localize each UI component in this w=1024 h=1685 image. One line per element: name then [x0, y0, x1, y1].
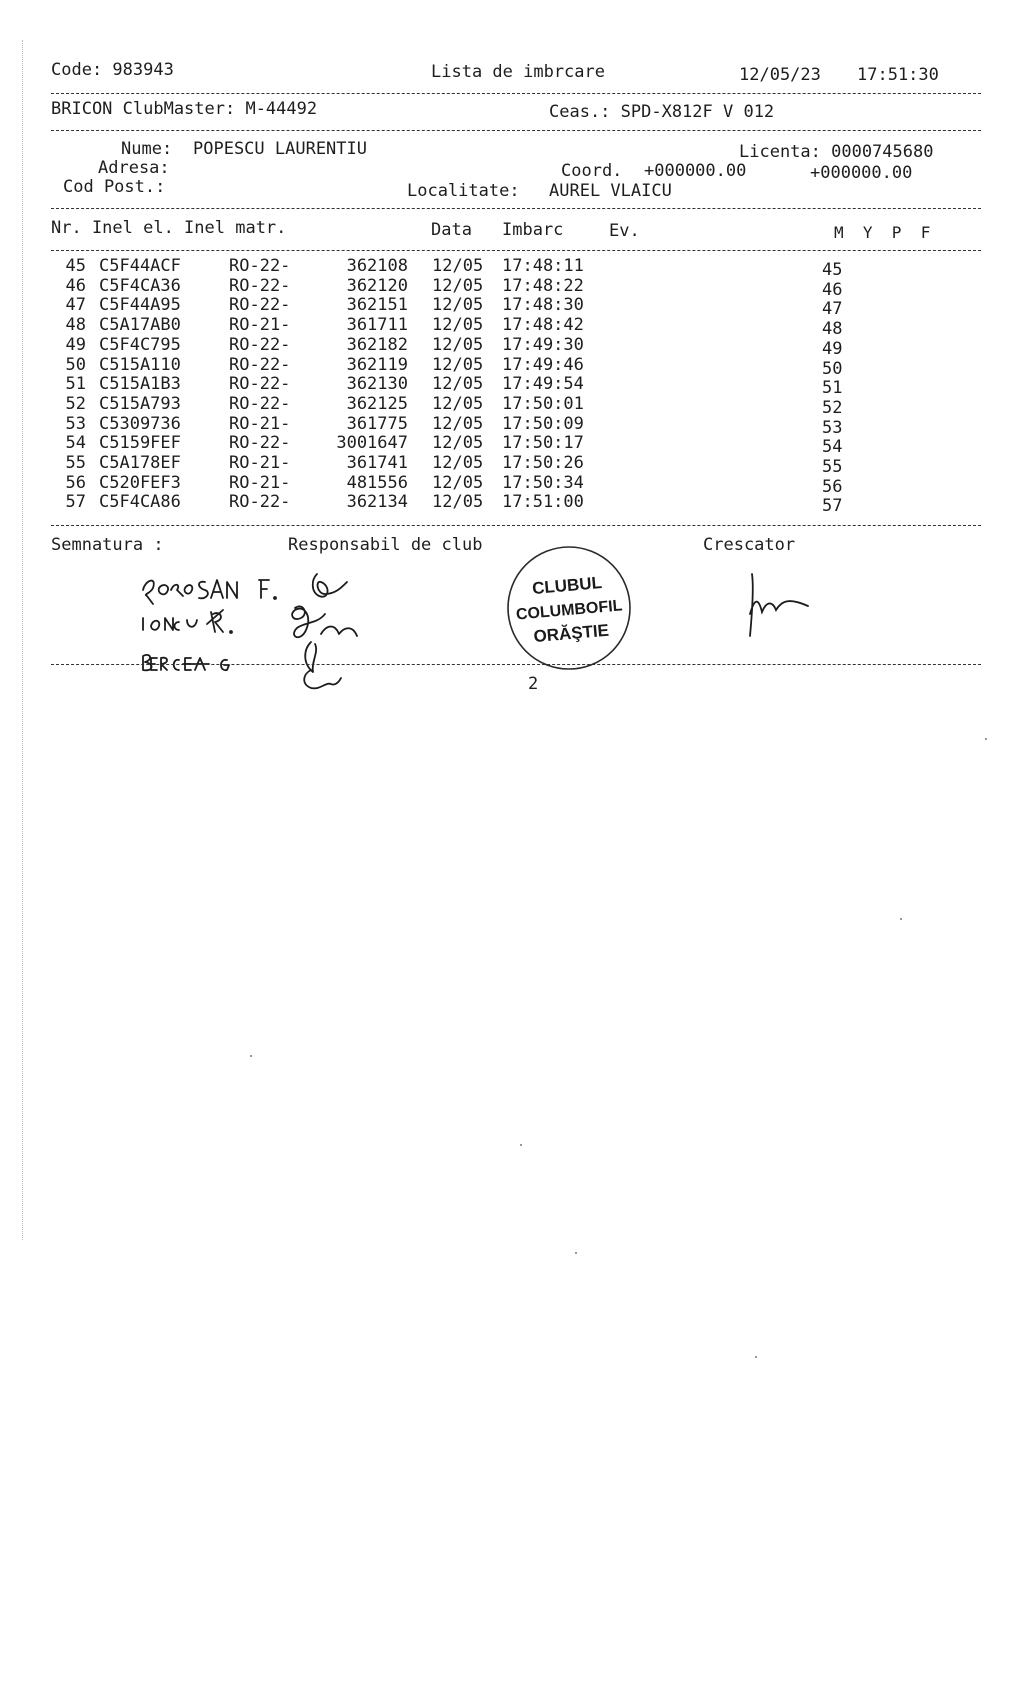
ring-prefix: RO-21- [229, 315, 291, 336]
row-m-value: 53 [822, 417, 843, 438]
row-number: 51 [65, 374, 86, 395]
page-number: 2 [528, 674, 539, 694]
ring-prefix: RO-22- [229, 256, 291, 276]
row-m-value: 46 [822, 279, 843, 300]
row-time: 17:49:54 [502, 374, 584, 395]
row-m-value: 55 [822, 457, 843, 477]
divider [51, 93, 981, 94]
address-label: Adresa: [98, 158, 170, 178]
document-code: Code: 983943 [51, 60, 174, 80]
row-m-value: 56 [822, 476, 843, 497]
electronic-ring: C5F44A95 [99, 295, 181, 316]
row-number: 47 [65, 295, 86, 316]
ring-number: 3001647 [336, 433, 408, 454]
coord-value-1: +000000.00 [644, 161, 747, 181]
row-number: 50 [65, 354, 86, 375]
table-row [0, 256, 1024, 280]
ring-number: 362125 [346, 393, 408, 414]
row-number: 53 [65, 413, 86, 434]
ring-prefix: RO-22- [229, 393, 291, 414]
stamp-line-2: COLUMBOFIL [515, 597, 624, 624]
coord-value-2: +000000.00 [810, 163, 913, 183]
table-row [0, 354, 1024, 379]
electronic-ring: C5F4CA36 [99, 275, 181, 296]
column-header-ev: Ev. [609, 221, 640, 241]
electronic-ring: C5A17AB0 [99, 315, 181, 336]
row-m-value: 49 [822, 338, 843, 359]
table-row [0, 433, 1024, 458]
divider [51, 664, 981, 665]
row-date: 12/05 [432, 393, 484, 414]
electronic-ring: C5F44ACF [99, 256, 181, 276]
scan-speck [520, 1144, 522, 1146]
table-row [0, 315, 1024, 340]
column-header-rings: Nr. Inel el. Inel matr. [51, 218, 287, 238]
table-row [0, 393, 1024, 418]
column-header-flags: M Y P F [834, 223, 931, 242]
row-number: 48 [65, 315, 86, 336]
postcode-label: Cod Post.: [63, 177, 166, 197]
scan-edge-mark [22, 40, 23, 1240]
breeder-signature [740, 570, 840, 640]
ring-number: 362120 [346, 275, 408, 296]
breeder-label: Crescator [703, 535, 796, 555]
handwritten-signatures [135, 560, 405, 710]
row-date: 12/05 [432, 275, 484, 296]
row-date: 12/05 [432, 315, 484, 336]
ring-number: 362151 [346, 295, 408, 316]
row-time: 17:51:00 [502, 492, 584, 513]
row-m-value: 57 [822, 496, 843, 517]
table-row [0, 295, 1024, 320]
license-number: Licenta: 0000745680 [739, 142, 934, 162]
divider [51, 250, 981, 251]
ring-prefix: RO-21- [229, 472, 291, 493]
column-header-imbarc: Imbarc [502, 220, 564, 240]
ring-number: 361711 [346, 315, 408, 336]
ring-prefix: RO-22- [229, 354, 291, 375]
print-time: 17:51:30 [857, 65, 939, 85]
column-header-data: Data [431, 220, 472, 240]
club-responsible-label: Responsabil de club [288, 535, 483, 555]
scan-speck [250, 1055, 252, 1057]
clubmaster-id: BRICON ClubMaster: M-44492 [51, 99, 318, 119]
row-number: 46 [65, 275, 86, 296]
scan-speck [755, 1356, 757, 1358]
clock-id: Ceas.: SPD-X812F V 012 [549, 102, 775, 122]
row-number: 57 [65, 492, 86, 513]
row-number: 54 [65, 433, 86, 454]
row-m-value: 45 [822, 260, 843, 280]
divider [51, 525, 981, 526]
ring-number: 362134 [346, 492, 408, 513]
ring-prefix: RO-22- [229, 433, 291, 454]
row-date: 12/05 [432, 295, 484, 316]
divider [51, 208, 981, 209]
row-date: 12/05 [432, 453, 484, 473]
electronic-ring: C515A110 [99, 354, 181, 375]
row-date: 12/05 [432, 334, 484, 355]
ring-number: 362130 [346, 374, 408, 395]
ring-number: 481556 [346, 472, 408, 493]
row-m-value: 47 [822, 299, 843, 320]
row-time: 17:50:09 [502, 413, 584, 434]
row-number: 55 [65, 453, 86, 473]
signature-label: Semnatura : [51, 535, 164, 555]
electronic-ring: C5F4C795 [99, 334, 181, 355]
electronic-ring: C5309736 [99, 413, 181, 434]
stamp-line-1: CLUBUL [531, 573, 603, 599]
locality-label: Localitate: [407, 181, 520, 201]
name-label: Nume: [121, 139, 173, 159]
scan-speck [985, 738, 987, 740]
row-time: 17:50:17 [502, 433, 584, 454]
row-number: 45 [65, 256, 86, 276]
row-time: 17:48:11 [502, 256, 584, 276]
document-title: Lista de imbrcare [431, 62, 605, 82]
coord-label: Coord. [561, 161, 623, 181]
ring-prefix: RO-21- [229, 413, 291, 434]
table-row [0, 275, 1024, 300]
ring-number: 362108 [346, 256, 408, 276]
ring-number: 361775 [346, 413, 408, 434]
table-row [0, 413, 1024, 438]
electronic-ring: C5A178EF [99, 453, 181, 473]
row-date: 12/05 [432, 413, 484, 434]
row-m-value: 54 [822, 437, 843, 458]
row-date: 12/05 [432, 354, 484, 375]
club-stamp [504, 543, 634, 673]
row-date: 12/05 [432, 472, 484, 493]
row-m-value: 50 [822, 358, 843, 379]
row-date: 12/05 [432, 256, 484, 276]
row-date: 12/05 [432, 374, 484, 395]
row-time: 17:48:22 [502, 275, 584, 296]
ring-prefix: RO-22- [229, 295, 291, 316]
ring-prefix: RO-22- [229, 275, 291, 296]
ring-prefix: RO-22- [229, 374, 291, 395]
row-number: 56 [65, 472, 86, 493]
row-m-value: 48 [822, 319, 843, 340]
divider [51, 130, 981, 131]
table-row [0, 374, 1024, 399]
locality-value: AUREL VLAICU [549, 181, 672, 201]
row-date: 12/05 [432, 492, 484, 513]
row-number: 52 [65, 393, 86, 414]
ring-prefix: RO-22- [229, 492, 291, 513]
electronic-ring: C515A793 [99, 393, 181, 414]
stamp-line-3: ORĂŞTIE [532, 620, 610, 647]
electronic-ring: C5159FEF [99, 433, 181, 454]
electronic-ring: C520FEF3 [99, 472, 181, 493]
scan-speck [575, 1252, 577, 1254]
table-row [0, 492, 1024, 517]
row-m-value: 51 [822, 378, 843, 399]
row-time: 17:49:46 [502, 354, 584, 375]
ring-number: 362119 [346, 354, 408, 375]
row-time: 17:49:30 [502, 334, 584, 355]
table-row [0, 472, 1024, 497]
row-m-value: 52 [822, 397, 843, 418]
ring-prefix: RO-21- [229, 453, 291, 473]
scan-speck [900, 918, 902, 920]
electronic-ring: C515A1B3 [99, 374, 181, 395]
row-date: 12/05 [432, 433, 484, 454]
print-date: 12/05/23 [739, 65, 821, 85]
row-number: 49 [65, 334, 86, 355]
ring-prefix: RO-22- [229, 334, 291, 355]
row-time: 17:50:01 [502, 393, 584, 414]
table-row [0, 334, 1024, 359]
electronic-ring: C5F4CA86 [99, 492, 181, 513]
ring-number: 361741 [346, 453, 408, 473]
row-time: 17:50:34 [502, 472, 584, 493]
owner-name: POPESCU LAURENTIU [193, 139, 367, 159]
row-time: 17:48:30 [502, 295, 584, 316]
ring-number: 362182 [346, 334, 408, 355]
row-time: 17:50:26 [502, 453, 584, 473]
table-row [0, 453, 1024, 477]
row-time: 17:48:42 [502, 315, 584, 336]
